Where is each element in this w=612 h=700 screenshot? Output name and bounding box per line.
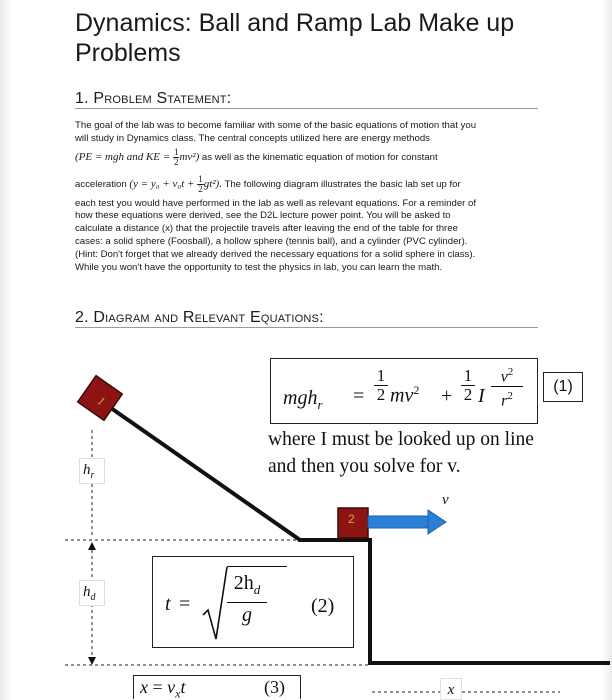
para-text: as well as the kinematic equation of motion for constant bbox=[199, 151, 438, 163]
eq3-tag: (3) bbox=[264, 677, 285, 697]
eq3-v-sub: x bbox=[175, 686, 181, 700]
eq2-num-sub: d bbox=[253, 582, 261, 597]
para-line: While you won't have the opportunity to test the physics in lab, you can learn the math. bbox=[75, 261, 443, 273]
eq2-sqrt-sign bbox=[199, 563, 229, 643]
eq1-frac3-num-sup: 2 bbox=[507, 366, 514, 378]
annotation-line-1: where I must be looked up on line bbox=[268, 429, 534, 450]
para-line: each test you would have performed in the lab as well as relevant equations. For a reminder of bbox=[75, 197, 477, 209]
equation-1-annotation bbox=[268, 426, 534, 480]
para-line-math bbox=[75, 146, 545, 168]
hr-label-h: h bbox=[83, 462, 91, 478]
eq2-equals: = bbox=[179, 593, 191, 615]
hd-arrow-up bbox=[88, 542, 96, 550]
section-1-heading: 1. Problem Statement: bbox=[75, 90, 232, 107]
energy-eq-end: mv²) bbox=[179, 150, 200, 163]
kinematic-eq-start: (y = y₀ + v₀t + bbox=[129, 177, 198, 190]
eq3-v: v bbox=[167, 677, 176, 697]
eq1-frac2-den: 2 bbox=[463, 385, 473, 404]
eq1-frac3-num bbox=[491, 363, 523, 387]
velocity-arrow-shaft bbox=[368, 516, 428, 528]
eq1-frac1-den: 2 bbox=[376, 385, 386, 404]
fraction-numerator: 1 bbox=[173, 146, 179, 157]
hd-label-h: h bbox=[83, 584, 91, 600]
eq2-tag: (2) bbox=[311, 595, 335, 617]
eq1-frac1-num: 1 bbox=[374, 367, 388, 386]
eq1-term1-text: mv bbox=[390, 384, 414, 407]
eq1-lhs-sub: r bbox=[317, 397, 323, 412]
eq1-frac2 bbox=[461, 367, 475, 404]
eq3-x: x bbox=[140, 677, 148, 697]
velocity-label: v bbox=[442, 492, 449, 508]
eq1-frac3-den bbox=[491, 387, 523, 410]
hd-arrow-down bbox=[88, 657, 96, 665]
para-line: cases: a solid sphere (Foosball), a hollow sphere (tennis ball), and a cylinder (PVC cylinder). bbox=[75, 235, 468, 247]
eq1-frac3 bbox=[491, 363, 523, 411]
section-1-rule bbox=[75, 108, 538, 109]
equation-1-box bbox=[270, 358, 538, 424]
fraction-denominator: 2 bbox=[173, 156, 179, 167]
section-2-heading: 2. Diagram and Relevant Equations: bbox=[75, 309, 324, 326]
eq3-equals: = bbox=[152, 677, 163, 697]
fraction-numerator: 1 bbox=[198, 173, 203, 184]
x-label: x bbox=[440, 678, 462, 700]
eq2-frac bbox=[227, 571, 267, 627]
hd-label-sub: d bbox=[90, 592, 96, 603]
para-text: The following diagram illustrates the basic lab set up for bbox=[221, 178, 461, 190]
eq3-expr bbox=[140, 677, 186, 700]
para-line: calculate a distance (x) that the projectile travels after leaving the end of the table for three bbox=[75, 223, 458, 235]
block-1-label: 1 bbox=[94, 393, 108, 409]
hr-label bbox=[79, 458, 105, 484]
equation-3-box bbox=[133, 675, 301, 699]
eq2-num bbox=[227, 571, 267, 603]
eq1-term2: I bbox=[478, 385, 485, 407]
eq1-frac3-den-r: r bbox=[501, 392, 508, 410]
eq1-plus: + bbox=[441, 385, 453, 407]
eq2-den: g bbox=[242, 604, 252, 626]
eq1-term1 bbox=[390, 383, 419, 408]
fraction-denominator: 2 bbox=[198, 183, 203, 194]
para-line: (Hint: Don't forget that we already derived the necessary equations for a solid sphere in class). bbox=[75, 248, 476, 260]
para-line: The goal of the lab was to become familiar with some of the basic equations of motion that you bbox=[75, 120, 477, 131]
para-line: will study in Dynamics class. The central concepts utilized here are energy methods bbox=[75, 132, 430, 144]
eq2-sqrt-bar bbox=[227, 566, 287, 567]
energy-eq-start: (PE = mgh and KE = bbox=[75, 150, 173, 163]
ramp-diagram bbox=[0, 330, 612, 700]
eq1-equals: = bbox=[353, 385, 365, 407]
block-2-label: 2 bbox=[348, 512, 355, 526]
velocity-arrow-head bbox=[428, 510, 446, 534]
eq1-frac1 bbox=[374, 367, 388, 404]
hd-label bbox=[79, 580, 105, 606]
kinematic-eq-end: gt²). bbox=[203, 177, 222, 190]
section-1-paragraph bbox=[75, 120, 545, 274]
eq1-lhs bbox=[283, 387, 323, 413]
eq2-lhs: t bbox=[165, 593, 171, 615]
hr-label-sub: r bbox=[90, 470, 95, 481]
para-text: acceleration bbox=[75, 178, 130, 190]
annotation-line-2: and then you solve for v. bbox=[268, 456, 461, 477]
equation-1-tag: (1) bbox=[543, 372, 583, 402]
eq1-frac3-num-v: v bbox=[500, 368, 508, 386]
eq1-frac3-den-sup: 2 bbox=[507, 390, 513, 403]
para-line: how these equations were derived, see the D2L lecture power point. You will be asked to bbox=[75, 210, 451, 222]
eq1-lhs-text: mgh bbox=[283, 387, 318, 409]
eq2-num-text: 2h bbox=[233, 572, 254, 594]
document-title: Dynamics: Ball and Ramp Lab Make up Problems bbox=[75, 9, 515, 67]
eq3-t: t bbox=[180, 677, 186, 697]
equation-2-box bbox=[152, 556, 354, 648]
section-2-rule bbox=[75, 327, 538, 328]
eq1-frac2-num: 1 bbox=[461, 367, 475, 386]
para-line-math bbox=[75, 168, 545, 198]
eq1-term1-sup: 2 bbox=[413, 383, 420, 397]
